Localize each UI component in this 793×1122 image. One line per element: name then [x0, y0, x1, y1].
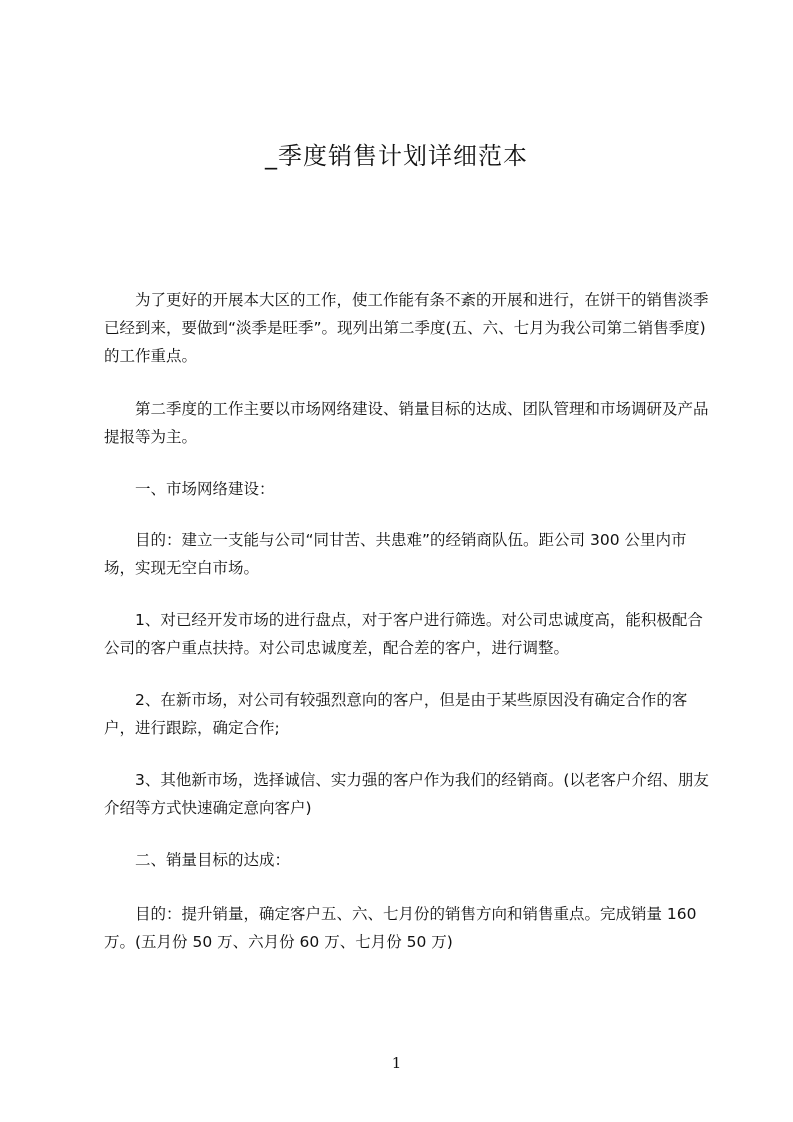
page-number: 1 — [391, 1054, 402, 1072]
paragraph-network-item-2: 2、在新市场，对公司有较强烈意向的客户，但是由于某些原因没有确定合作的客户，进行跟踪，确定合作; — [104, 691, 688, 737]
paragraph-network-item-3: 3、其他新市场，选择诚信、实力强的客户作为我们的经销商。(以老客户介绍、朋友介绍等方式快速确定意向客户) — [104, 771, 709, 817]
paragraph-network-item-1: 1、对已经开发市场的进行盘点，对于客户进行筛选。对公司忠诚度高，能积极配合公司的客户重点扶持。对公司忠诚度差，配合差的客户，进行调整。 — [104, 611, 703, 657]
paragraph-intro: 为了更好的开展本大区的工作，使工作能有条不紊的开展和进行，在饼干的销售淡季已经到来，要做到“淡季是旺季”。现列出第二季度(五、六、七月为我公司第二销售季度)的工作重点。 — [104, 291, 709, 365]
paragraph-network-goal: 目的：建立一支能与公司“同甘苦、共患难”的经销商队伍。距公司 300 公里内市场，实现无空白市场。 — [104, 531, 687, 577]
section-heading-sales: 二、销量目标的达成： — [135, 851, 291, 869]
paragraph-focus: 第二季度的工作主要以市场网络建设、销量目标的达成、团队管理和市场调研及产品提报等为主。 — [104, 400, 709, 446]
paragraph-sales-goal: 目的：提升销量，确定客户五、六、七月份的销售方向和销售重点。完成销量 160 万。(五月份 50 万、六月份 60 万、七月份 50 万) — [104, 905, 697, 951]
section-heading-network: 一、市场网络建设： — [135, 480, 275, 498]
document-title: _季度销售计划详细范本 — [265, 142, 528, 170]
